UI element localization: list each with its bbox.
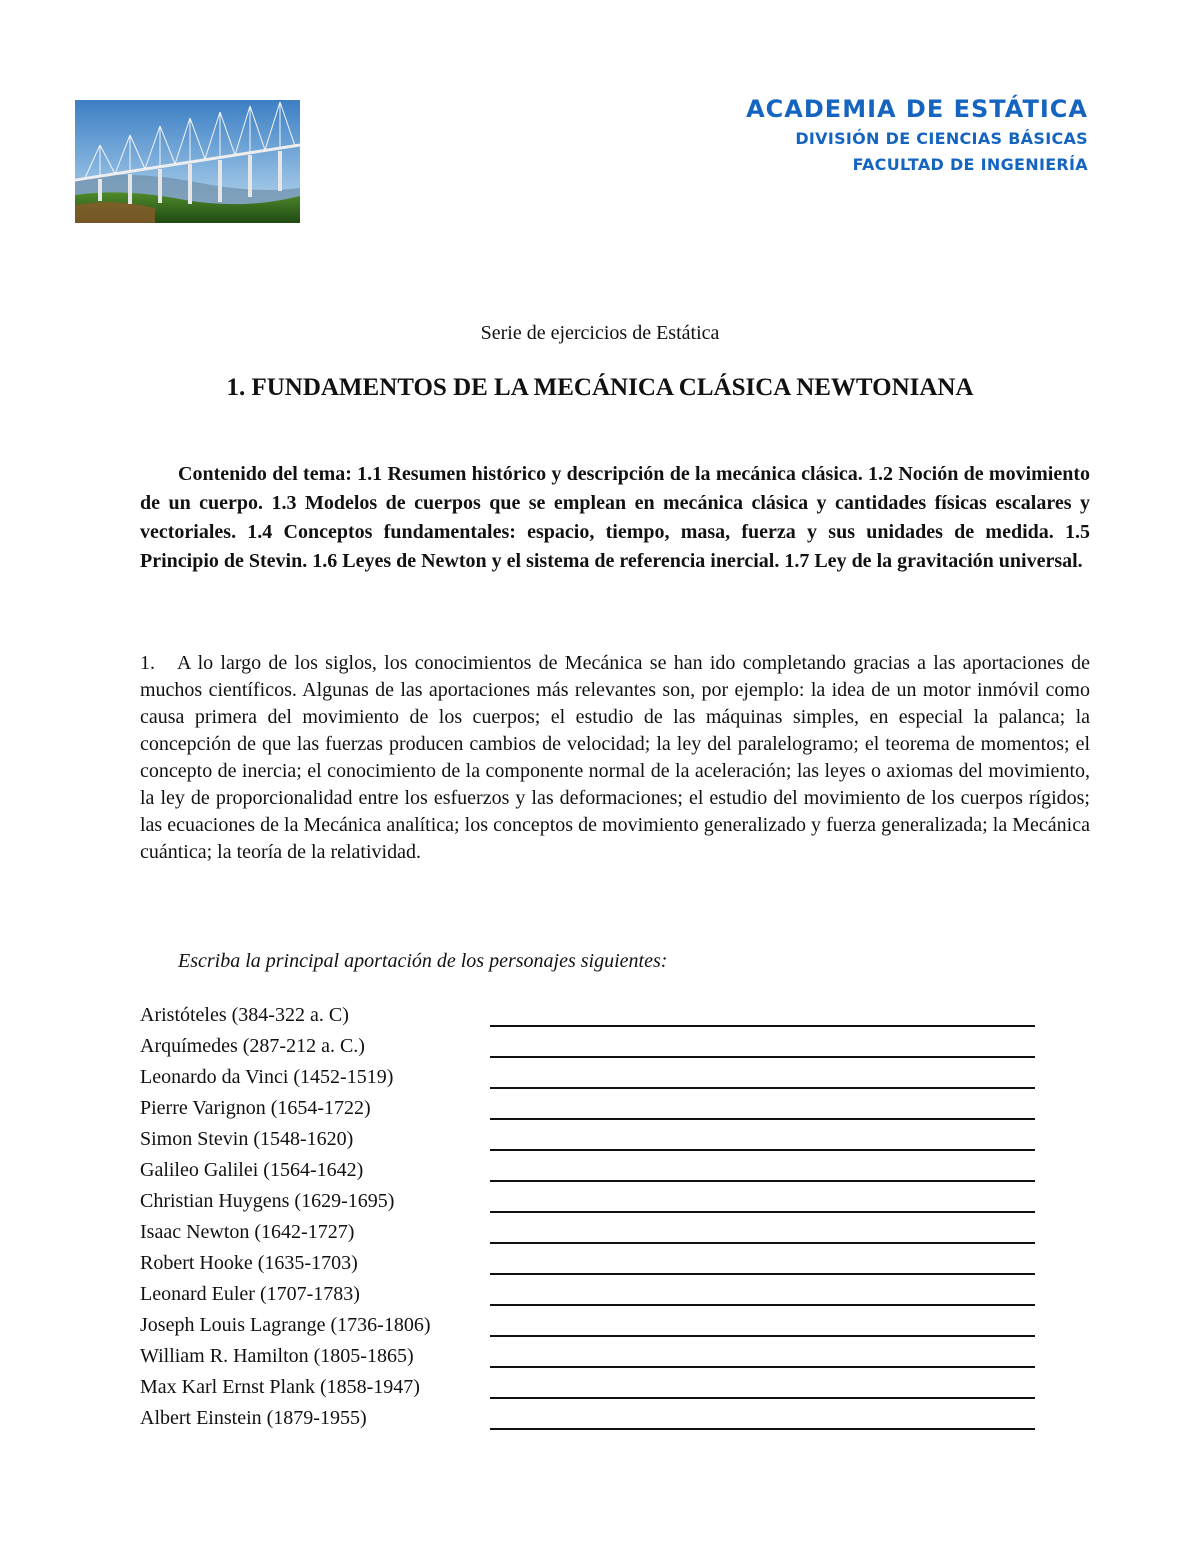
division-title: DIVISIÓN DE CIENCIAS BÁSICAS	[795, 129, 1088, 148]
faculty-title: FACULTAD DE INGENIERÍA	[852, 155, 1088, 174]
answer-line[interactable]	[490, 1366, 1035, 1368]
answer-line[interactable]	[490, 1056, 1035, 1058]
person-name: Albert Einstein (1879-1955)	[140, 1407, 367, 1429]
exercise-paragraph	[140, 650, 1090, 866]
person-name: Christian Huygens (1629-1695)	[140, 1190, 395, 1212]
person-name: Isaac Newton (1642-1727)	[140, 1221, 355, 1243]
answer-line[interactable]	[490, 1025, 1035, 1027]
page-title: 1. FUNDAMENTOS DE LA MECÁNICA CLÁSICA NEWTONIANA	[226, 374, 974, 401]
person-row	[140, 1000, 1040, 1031]
series-title: Serie de ejercicios de Estática	[480, 322, 720, 344]
person-name: Galileo Galilei (1564-1642)	[140, 1159, 364, 1181]
bridge-photo	[75, 100, 300, 223]
answer-line[interactable]	[490, 1149, 1035, 1151]
person-name: Max Karl Ernst Plank (1858-1947)	[140, 1376, 420, 1398]
answer-line[interactable]	[490, 1242, 1035, 1244]
person-row	[140, 1372, 1040, 1403]
person-name: Robert Hooke (1635-1703)	[140, 1252, 358, 1274]
topic-contents: Contenido del tema: 1.1 Resumen histórico y descripción de la mecánica clásica. 1.2 Noción de movimiento de un cuerpo. 1.3 Modelos de cuerpos que se emplean en mecánica clásica y cantidades físicas escalares y vectoriales. 1.4 Conceptos fundamentales: espacio, tiempo, masa, fuerza y sus unidades de medida. 1.5 Principio de Stevin. 1.6 Leyes de Newton y el sistema de referencia inercial. 1.7 Ley de la gravitación universal.	[140, 463, 1090, 572]
person-row	[140, 1124, 1040, 1155]
person-name: Joseph Louis Lagrange (1736-1806)	[140, 1314, 431, 1336]
person-row	[140, 1031, 1040, 1062]
answer-line[interactable]	[490, 1087, 1035, 1089]
person-name: Aristóteles (384-322 a. C)	[140, 1004, 349, 1026]
person-row	[140, 1403, 1040, 1434]
answer-line[interactable]	[490, 1211, 1035, 1213]
person-name: Pierre Varignon (1654-1722)	[140, 1097, 371, 1119]
answer-line[interactable]	[490, 1273, 1035, 1275]
person-name: Arquímedes (287-212 a. C.)	[140, 1035, 365, 1057]
answer-line[interactable]	[490, 1428, 1035, 1430]
person-name: Simon Stevin (1548-1620)	[140, 1128, 354, 1150]
person-row	[140, 1248, 1040, 1279]
academy-title: ACADEMIA DE ESTÁTICA	[746, 95, 1088, 123]
person-name: Leonardo da Vinci (1452-1519)	[140, 1066, 394, 1088]
instruction-text: Escriba la principal aportación de los personajes siguientes:	[178, 950, 668, 972]
institution-header	[746, 92, 1088, 178]
answer-line[interactable]	[490, 1335, 1035, 1337]
answer-line[interactable]	[490, 1304, 1035, 1306]
person-name: William R. Hamilton (1805-1865)	[140, 1345, 414, 1367]
answer-line[interactable]	[490, 1118, 1035, 1120]
person-row	[140, 1279, 1040, 1310]
answer-line[interactable]	[490, 1397, 1035, 1399]
answer-line[interactable]	[490, 1180, 1035, 1182]
exercise-number: 1.	[140, 652, 155, 674]
bridge-photo-image	[75, 100, 300, 223]
person-row	[140, 1310, 1040, 1341]
persons-list	[140, 1000, 1040, 1434]
person-row	[140, 1093, 1040, 1124]
person-row	[140, 1155, 1040, 1186]
exercise-text: A lo largo de los siglos, los conocimientos de Mecánica se han ido completando gracias a las aportaciones de muchos científicos. Algunas de las aportaciones más relevantes son, por ejemplo: la idea de un motor inmóvil como causa primera del movimiento de los cuerpos; el estudio de las máquinas simples, en especial la palanca; la concepción de que las fuerzas producen cambios de velocidad; la ley del paralelogramo; el teorema de momentos; el concepto de inercia; el conocimiento de la componente normal de la aceleración; las leyes o axiomas del movimiento, la ley de proporcionalidad entre los esfuerzos y las deformaciones; el estudio del movimiento de los cuerpos rígidos; las ecuaciones de la Mecánica analítica; los conceptos de movimiento generalizado y fuerza generalizada; la Mecánica cuántica; la teoría de la relatividad.	[140, 652, 1090, 863]
person-name: Leonard Euler (1707-1783)	[140, 1283, 360, 1305]
person-row	[140, 1186, 1040, 1217]
person-row	[140, 1217, 1040, 1248]
person-row	[140, 1062, 1040, 1093]
person-row	[140, 1341, 1040, 1372]
